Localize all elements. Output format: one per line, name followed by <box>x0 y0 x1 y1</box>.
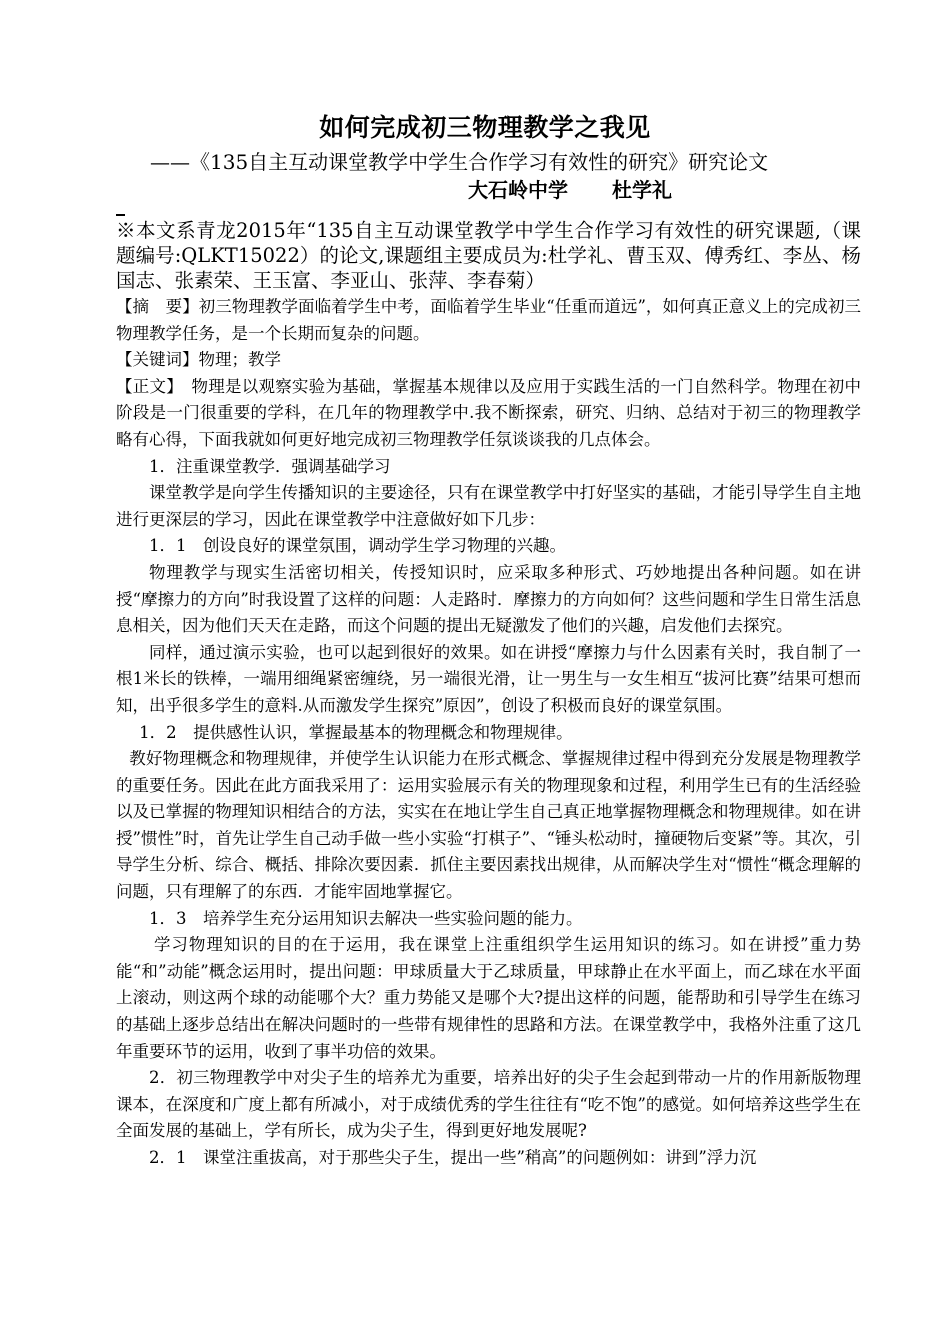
document-title: 如何完成初三物理教学之我见 <box>319 113 651 142</box>
abstract-paragraph: 【摘 要】初三物理教学面临着学生中考，面临着学生毕业“任重而道远”，如何真正意义上的完成初三物理教学任务，是一个长期而复杂的问题。 <box>116 297 861 343</box>
body-paragraph: 教好物理概念和物理规律，并使学生认识能力在形式概念、掌握规律过程中得到充分发展是物理教学的重要任务。因此在此方面我采用了：运用实验展示有关的物理现象和过程，利用学生已有的生活经验以及已掌握的物理知识相结合的方法，实实在在地让学生自己真正地掌握物理概念和物理规律。如在讲授”惯性”时，首先让学生自己动手做一些小实验“打棋子”、“锤头松动时，撞硬物后变紧”等。其次，引导学生分析、综合、概括、排除次要因素．抓住主要因素找出规律，从而解决学生对“惯性“概念理解的问题，只有理解了的东西．才能牢固地掌握它。 <box>116 749 861 902</box>
body-paragraph: 物理教学与现实生活密切相关，传授知识时，应采取多种形式、巧妙地提出各种问题。如在讲授“摩擦力的方向”时我设置了这样的问题：人走路时．摩擦力的方向如何？这些问题和学生日常生活息息相关，因为他们天天在走路，而这个问题的提出无疑激发了他们的兴趣，启发他们去探究。 <box>116 562 861 636</box>
main-text-intro: 【正文】 物理是以观察实验为基础，掌握基本规律以及应用于实践生活的一门自然科学。物理在初中阶段是一门很重要的学科，在几年的物理教学中.我不断探索，研究、归纳、总结对于初三的物理教学略有心得，下面我就如何更好地完成初三物理教学任氛谈谈我的几点体会。 <box>116 376 861 449</box>
author-school: 大石岭中学 <box>468 178 568 202</box>
section-heading-1: 1．注重课堂教学．强调基础学习 <box>149 456 391 476</box>
subsection-heading-2-1: 2．1 课堂注重拔高，对于那些尖子生，提出一些”稍高”的问题例如：讲到”浮力沉 <box>149 1148 757 1167</box>
body-paragraph: 学习物理知识的目的在于运用，我在课堂上注重组织学生运用知识的练习。如在讲授”重力势能“和”动能”概念运用时，提出问题：甲球质量大于乙球质量，甲球静止在水平面上，而乙球在水平面上滚动，则这两个球的动能哪个大？重力势能又是哪个大?提出这样的问题，能帮助和引导学生在练习的基础上逐步总结出在解决问题时的一些带有规律性的思路和方法。在课堂教学中，我格外注重了这几年重要环节的运用，收到了事半功倍的效果。 <box>116 935 861 1061</box>
text-cursor-mark <box>116 214 125 216</box>
subsection-heading-1-1: 1．1 创设良好的课堂氛围，调动学生学习物理的兴趣。 <box>149 536 566 556</box>
author-line <box>468 174 672 203</box>
author-name: 杜学礼 <box>612 178 672 202</box>
subsection-heading-1-3: 1．3 培养学生充分运用知识去解决一些实验问题的能力。 <box>149 908 583 928</box>
keywords-paragraph: 【关键词】物理；教学 <box>116 350 281 370</box>
section-heading-2: 2．初三物理教学中对尖子生的培养尤为重要，培养出好的尖子生会起到带动一片的作用新版物理课本，在深度和广度上都有所减小，对于成绩优秀的学生往往有“吃不饱”的感觉。如何培养这些学生在全面发展的基础上，学有所长，成为尖子生，得到更好地发展呢? <box>116 1068 861 1141</box>
document-subtitle: ——《135自主互动课堂教学中学生合作学习有效性的研究》研究论文 <box>150 150 769 174</box>
subsection-heading-1-2: 1．2 提供感性认识，掌握最基本的物理概念和物理规律。 <box>139 722 573 742</box>
document-body <box>116 294 861 1172</box>
body-paragraph: 同样，通过演示实验，也可以起到很好的效果。如在讲授“摩擦力与什么因素有关时，我自制了一根1米长的铁棒，一端用细绳紧密缠绕，另一端很光滑，让一男生与一女生相互“拔河比赛”结果可想而知，出乎很多学生的意料.从而激发学生探究”原因”，创设了积极而良好的课堂氛围。 <box>116 642 861 715</box>
body-paragraph: 课堂教学是向学生传播知识的主要途径，只有在课堂教学中打好坚实的基础，才能引导学生自主地进行更深层的学习，因此在课堂教学中注意做好如下几步： <box>116 483 861 529</box>
research-note: ※本文系青龙2015年“135自主互动课堂教学中学生合作学习有效性的研究课题,（课题编号:QLKT15022）的论文,课题组主要成员为:杜学礼、曹玉双、傅秀红、李丛、杨国志、张素荣、王玉富、李亚山、张萍、李春菊） <box>116 219 861 292</box>
